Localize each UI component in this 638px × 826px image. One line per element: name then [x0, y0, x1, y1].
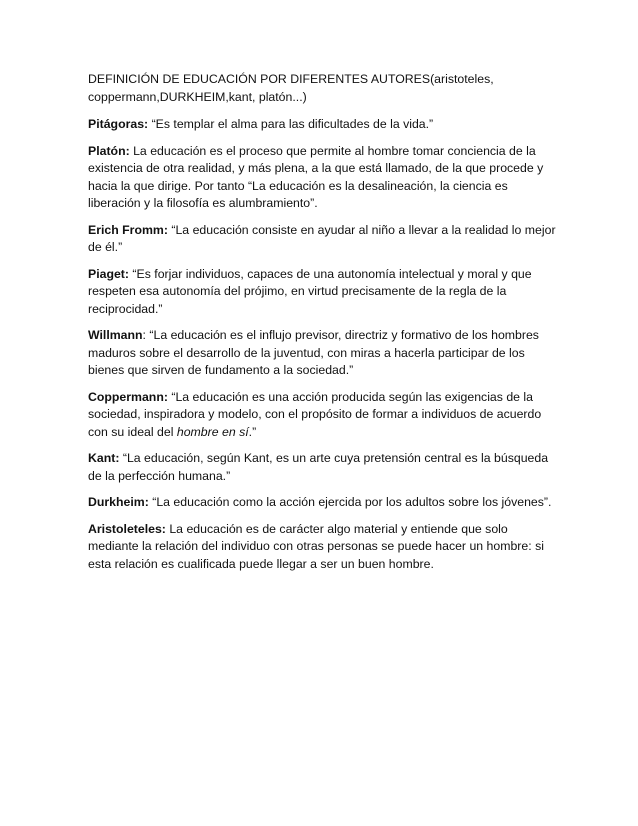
author-name: Durkheim:	[88, 495, 149, 509]
author-name: Kant:	[88, 451, 120, 465]
definition-text: La educación es de carácter algo material y entiende que solo mediante la relación del individuo con otras personas se puede hacer un hombre: si esta relación es cualificada puede llegar a ser un buen hombre.	[88, 521, 544, 571]
definition-aristoteles	[88, 521, 558, 574]
definition-erich-fromm	[88, 222, 558, 257]
definition-piaget	[88, 266, 558, 319]
author-name: Willmann	[88, 328, 143, 342]
definition-willmann	[88, 327, 558, 380]
author-name: Pitágoras:	[88, 117, 149, 131]
definition-text: “La educación como la acción ejercida por los adultos sobre los jóvenes”.	[152, 495, 552, 509]
definition-kant	[88, 450, 558, 485]
definition-text: : “La educación es el influjo previsor, directriz y formativo de los hombres maduros sobre el desarrollo de la juventud, con miras a hacerla participar de los bienes que sirven de fundamento a la sociedad.”	[88, 328, 539, 377]
definition-durkheim	[88, 494, 558, 512]
definition-text: “La educación es una acción producida según las exigencias de la sociedad, inspiradora y modelo, con el propósito de formar a individuos de acuerdo con su ideal del	[88, 389, 542, 439]
definition-text-end: .”	[248, 424, 257, 439]
definition-text: La educación es el proceso que permite al hombre tomar conciencia de la existencia de otra realidad, y más plena, a la que está llamado, de la que procede y hacia la que dirige. Por tanto “La educación es la desalineación, la ciencia es liberación y la filosofía es alumbramiento”.	[88, 143, 544, 210]
definition-text: “Es templar el alma para las dificultades de la vida.”	[151, 117, 434, 131]
definition-text: “La educación consiste en ayudar al niño a llevar a la realidad lo mejor de él.”	[88, 222, 556, 254]
definition-platon	[88, 143, 558, 213]
definition-italic-text: hombre en sí	[176, 424, 249, 439]
author-name: Erich Fromm:	[88, 222, 168, 237]
author-name: Piaget:	[88, 266, 129, 281]
definition-text: “La educación, según Kant, es un arte cuya pretensión central es la búsqueda de la perfección humana.”	[88, 451, 549, 483]
author-name: Aristoleteles:	[88, 521, 166, 536]
author-name: Platón:	[88, 143, 130, 158]
document-title: DEFINICIÓN DE EDUCACIÓN POR DIFERENTES AUTORES(aristoteles, coppermann,DURKHEIM,kant, platón...)	[88, 72, 494, 104]
author-name: Coppermann:	[88, 389, 168, 404]
definition-text: “Es forjar individuos, capaces de una autonomía intelectual y moral y que respeten esa autonomía del prójimo, en virtud precisamente de la regla de la reciprocidad.”	[88, 266, 532, 316]
definition-pitagoras	[88, 116, 558, 134]
definition-coppermann	[88, 389, 558, 442]
document-body	[88, 70, 558, 582]
